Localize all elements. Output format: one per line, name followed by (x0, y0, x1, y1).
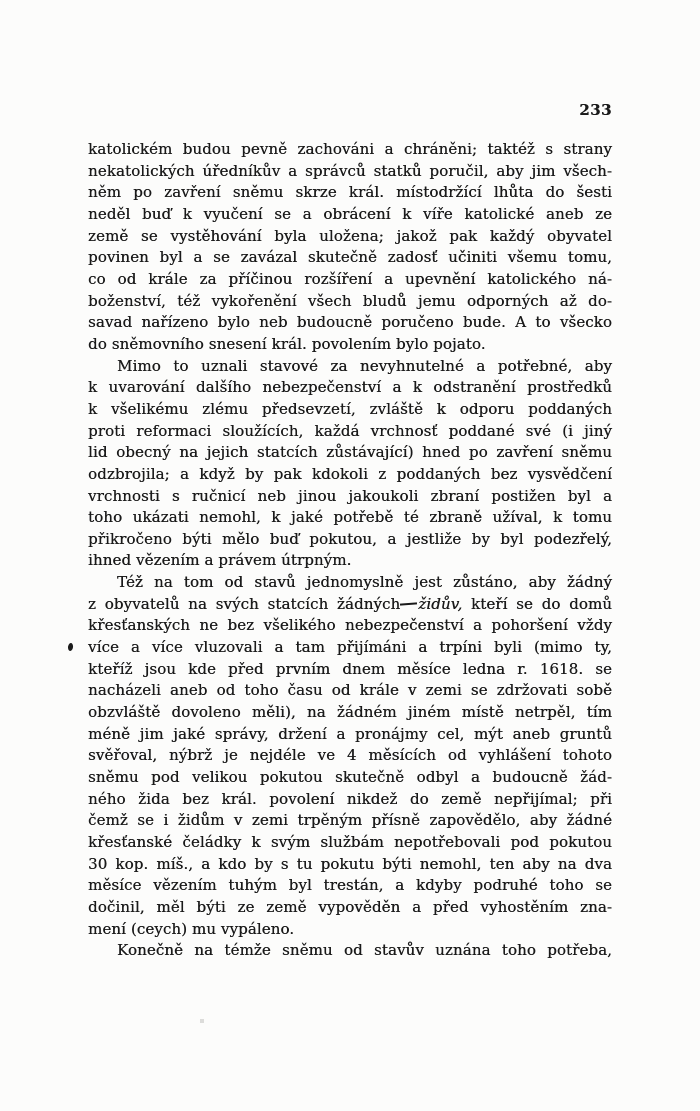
text-line: ihned vězením a právem útrpným. (88, 551, 352, 570)
page-number: 233 (579, 101, 612, 119)
text-line: proti reformaci sloužících, každá vrchnosť poddané své (i jiný (88, 421, 612, 440)
text-line: neděl buď k vyučení se a obrácení k víře katolické aneb ze (88, 204, 612, 223)
text-block (88, 139, 612, 962)
text-line: sněmu pod velikou pokutou skutečně odbyl a budoucně žád- (88, 768, 612, 787)
text-line: vrchnosti s ručnicí neb jinou jakoukoli zbraní postižen byl a (88, 486, 612, 505)
text-line: toho ukázati nemohl, k jaké potřebě té zbraně užíval, k tomu (88, 508, 612, 527)
text-line: 30 kop. míš., a kdo by s tu pokutu býti nemohl, ten aby na dva (88, 854, 612, 873)
text-line: křesťanské čeládky k svým službám nepotřebovali pod pokutou (88, 833, 612, 851)
text-line: povinen byl a se zavázal skutečně zadosť učiniti všemu tomu, (88, 248, 612, 267)
text-line: čemž se i židům v zemi trpěným přísně zapovědělo, aby žádné (88, 811, 612, 830)
text-line: dočinil, měl býti ze země vypověděn a před vyhostěním zna- (88, 897, 612, 916)
scan-stroke-mark (400, 602, 417, 605)
text-line: přikročeno býti mělo buď pokutou, a jestliže by byl podezřelý, (88, 529, 612, 548)
text-line: kteříž jsou kde před prvním dnem měsíce ledna r. 1618. se (88, 659, 612, 678)
text-line: ného žida bez král. povolení nikdež do země nepřijímal; při (88, 789, 612, 808)
text-line: obzvláště dovoleno měli), na žádném jiném místě netrpěl, tím (88, 703, 612, 722)
text-line: odzbrojila; a když by pak kdokoli z poddaných bez vysvědčení (88, 464, 612, 483)
text-line: nacházeli aneb od toho času od krále v zemi se zdržovati sobě (88, 681, 612, 700)
text-line: z obyvatelů na svých statcích žádných židův, kteří se do domů (88, 594, 612, 613)
text-line: mení (ceych) mu vypáleno. (88, 919, 295, 938)
text-line: křesťanských ne bez všelikého nebezpečenství a pohoršení vždy (88, 616, 612, 635)
text-line: katolickém budou pevně zachováni a chráněni; taktéž s strany (88, 140, 612, 158)
text-line: co od krále za příčinou rozšíření a upevnění katolického ná- (88, 269, 612, 288)
scan-speck (200, 1019, 204, 1023)
text-line: nekatolických úředníkův a správců statků poručil, aby jim všech- (88, 161, 612, 180)
text-line: boženství, též vykořenění všech bludů jemu odporných až do- (88, 291, 612, 310)
text-line: něm po zavření sněmu skrze král. místodržící lhůta do šesti (88, 183, 612, 202)
emphasized-word: židův, (418, 594, 463, 613)
text-line: Též na tom od stavů jednomyslně jest zůstáno, aby žádný (117, 573, 612, 592)
margin-annotation-dot (67, 643, 73, 652)
text-line: Mimo to uznali stavové za nevyhnutelné a potřebné, aby (117, 356, 612, 375)
text-line: Konečně na témže sněmu od stavův uznána toho potřeba, (117, 941, 612, 960)
text-line: k uvarování dalšího nebezpečenství a k odstranění prostředků (88, 378, 612, 397)
text-line: země se vystěhování byla uložena; jakož pak každý obyvatel (88, 226, 612, 245)
text-line: více a více vluzovali a tam přijímáni a trpíni byli (mimo ty, (88, 637, 612, 659)
text-line: měsíce vězením tuhým byl trestán, a kdyby podruhé toho se (88, 876, 612, 895)
text-line: k všelikému zlému předsevzetí, zvláště k odporu poddaných (88, 399, 612, 418)
text-line: svěřoval, nýbrž je nejdéle ve 4 měsících od vyhlášení tohoto (88, 746, 612, 765)
text-line: savad nařízeno bylo neb budoucně poručeno bude. A to všecko (88, 313, 612, 332)
text-line: do sněmovního snesení král. povolením bylo pojato. (88, 334, 486, 353)
text-line: méně jim jaké správy, držení a pronájmy cel, mýt aneb gruntů (88, 724, 612, 743)
text-line: lid obecný na jejich statcích zůstávající) hned po zavření sněmu (88, 443, 612, 462)
